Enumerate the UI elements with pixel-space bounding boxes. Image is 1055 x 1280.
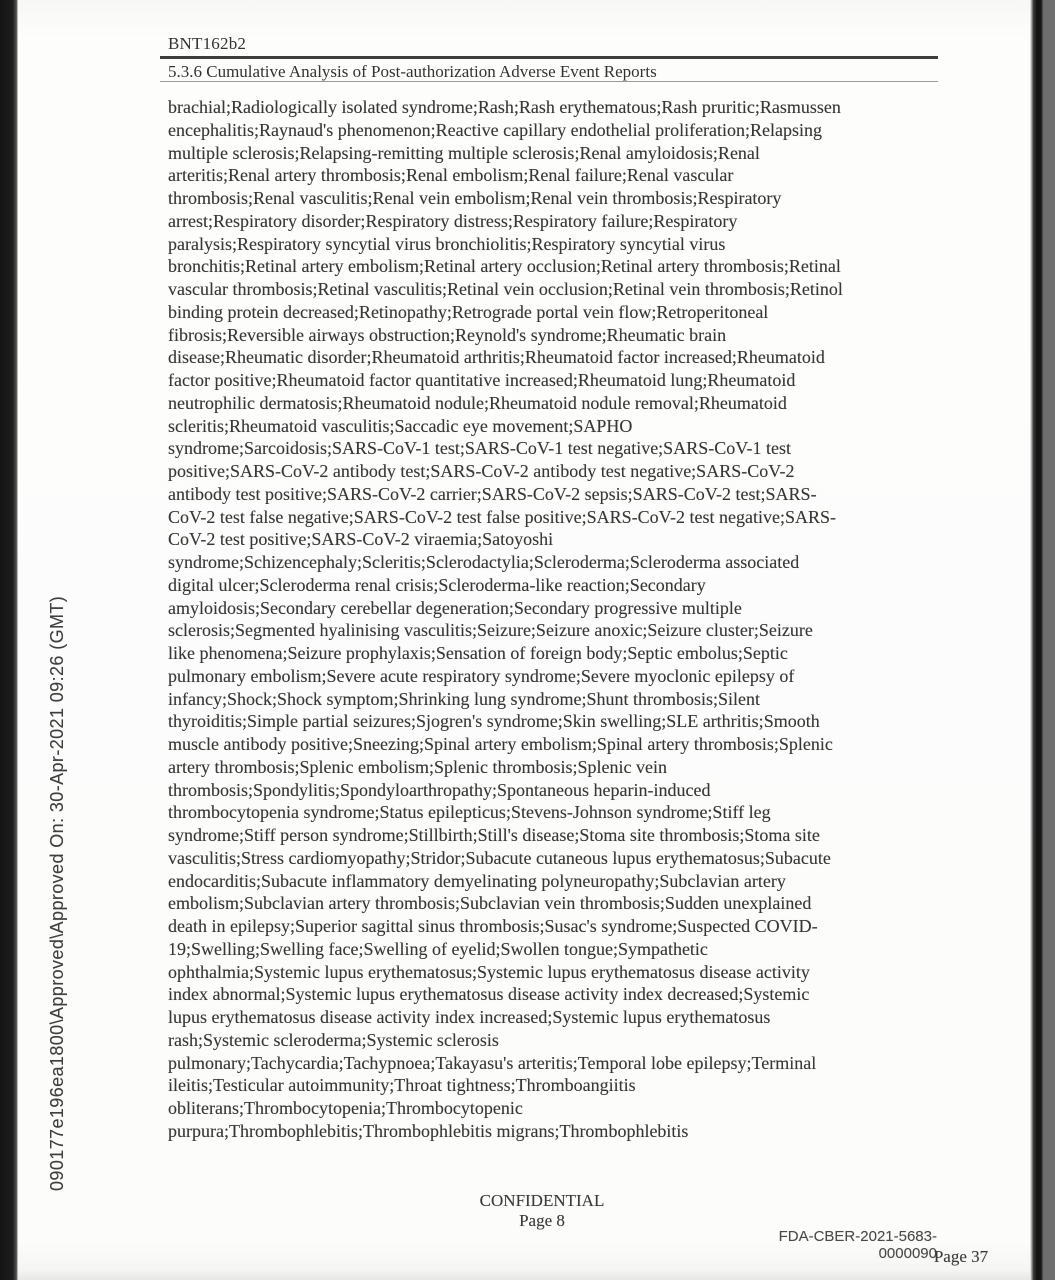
term-list-line: like phenomena;Seizure prophylaxis;Sensation of foreign body;Septic embolus;Septic <box>168 643 788 663</box>
term-list-line: paralysis;Respiratory syncytial virus bronchiolitis;Respiratory syncytial virus <box>168 233 726 254</box>
term-list-line: thrombocytopenia syndrome;Status epilepticus;Stevens-Johnson syndrome;Stiff leg <box>168 802 771 823</box>
term-list-line: disease;Rheumatic disorder;Rheumatoid arthritis;Rheumatoid factor increased;Rheumatoid <box>168 347 825 368</box>
term-list-line: syndrome;Sarcoidosis;SARS-CoV-1 test;SARS-CoV-1 test negative;SARS-CoV-1 test <box>168 438 792 459</box>
fda-document-number: FDA-CBER-2021-5683-0000090 <box>778 1228 937 1262</box>
term-list-line: sclerosis;Segmented hyalinising vasculitis;Seizure;Seizure anoxic;Seizure cluster;Seizure <box>168 620 813 641</box>
term-list-line: multiple sclerosis;Relapsing-remitting multiple sclerosis;Renal amyloidosis;Renal <box>168 142 760 163</box>
header-rule-thick <box>160 56 938 59</box>
term-list-line: brachial;Radiologically isolated syndrome;Rash;Rash erythematous;Rash pruritic;Rasmussen <box>168 97 841 117</box>
term-list-line: index abnormal;Systemic lupus erythematosus disease activity index decreased;Systemic <box>168 984 810 1005</box>
document-id: BNT162b2 <box>168 34 247 53</box>
term-list-line: syndrome;Stiff person syndrome;Stillbirth;Still's disease;Stoma site thrombosis;Stoma site <box>168 825 820 845</box>
term-list-line: amyloidosis;Secondary cerebellar degeneration;Secondary progressive multiple <box>168 597 742 618</box>
term-list-line: muscle antibody positive;Sneezing;Spinal artery embolism;Spinal artery thrombosis;Splenic <box>168 734 833 754</box>
term-list-line: endocarditis;Subacute inflammatory demyelinating polyneuropathy;Subclavian artery <box>168 870 786 891</box>
term-list-line: pulmonary;Tachycardia;Tachypnoea;Takayasu's arteritis;Temporal lobe epilepsy;Terminal <box>168 1052 817 1073</box>
term-list-line: vascular thrombosis;Retinal vasculitis;Retinal vein occlusion;Retinal vein thrombosis;Retinol <box>168 279 843 299</box>
term-list-line: vasculitis;Stress cardiomyopathy;Stridor;Subacute cutaneous lupus erythematosus;Subacute <box>168 847 831 868</box>
term-list-line: syndrome;Schizencephaly;Scleritis;Sclerodactylia;Scleroderma;Scleroderma associated <box>168 552 800 572</box>
scan-edge-right <box>1030 0 1055 1280</box>
term-list-line: lupus erythematosus disease activity index increased;Systemic lupus erythematosus <box>168 1007 771 1027</box>
term-list-line: embolism;Subclavian artery thrombosis;Subclavian vein thrombosis;Sudden unexplained <box>168 893 812 914</box>
section-title: 5.3.6 Cumulative Analysis of Post-authorization Adverse Event Reports <box>168 62 657 81</box>
term-list-line: neutrophilic dermatosis;Rheumatoid nodule;Rheumatoid nodule removal;Rheumatoid <box>168 392 787 413</box>
header-rule-thin <box>160 81 938 82</box>
term-list-line: artery thrombosis;Splenic embolism;Splenic thrombosis;Splenic vein <box>168 756 667 777</box>
term-list-line: digital ulcer;Scleroderma renal crisis;Scleroderma-like reaction;Secondary <box>168 574 706 595</box>
term-list-line: scleritis;Rheumatoid vasculitis;Saccadic eye movement;SAPHO <box>168 415 633 436</box>
term-list-line: rash;Systemic scleroderma;Systemic sclerosis <box>168 1029 499 1050</box>
page-number-label: Page 8 <box>519 1211 565 1230</box>
term-list-line: encephalitis;Raynaud's phenomenon;Reactive capillary endothelial proliferation;Relapsing <box>168 119 823 140</box>
term-list-line: bronchitis;Retinal artery embolism;Retinal artery occlusion;Retinal artery thrombosis;Retinal <box>168 256 841 277</box>
term-list-line: CoV-2 test positive;SARS-CoV-2 viraemia;Satoyoshi <box>168 529 554 550</box>
footer-center <box>156 1191 928 1231</box>
term-list-line: thrombosis;Spondylitis;Spondyloarthropathy;Spontaneous heparin-induced <box>168 779 711 800</box>
term-list-line: pulmonary embolism;Severe acute respiratory syndrome;Severe myoclonic epilepsy of <box>168 665 795 686</box>
confidential-label: CONFIDENTIAL <box>479 1191 605 1210</box>
term-list-line: thyroiditis;Simple partial seizures;Sjogren's syndrome;Skin swelling;SLE arthritis;Smooth <box>168 711 820 732</box>
term-list-line: antibody test positive;SARS-CoV-2 carrier;SARS-CoV-2 sepsis;SARS-CoV-2 test;SARS- <box>168 483 817 504</box>
term-list-line: obliterans;Thrombocytopenia;Thrombocytopenic <box>168 1098 523 1118</box>
term-list-line: infancy;Shock;Shock symptom;Shrinking lung syndrome;Shunt thrombosis;Silent <box>168 688 761 709</box>
term-list-line: positive;SARS-CoV-2 antibody test;SARS-CoV-2 antibody test negative;SARS-CoV-2 <box>168 461 795 481</box>
term-list-line: death in epilepsy;Superior sagittal sinus thrombosis;Susac's syndrome;Suspected COVID- <box>168 916 818 936</box>
term-list-line: ileitis;Testicular autoimmunity;Throat tightness;Thromboangiitis <box>168 1075 636 1096</box>
term-list-line: factor positive;Rheumatoid factor quantitative increased;Rheumatoid lung;Rheumatoid <box>168 370 796 390</box>
term-list-line: 19;Swelling;Swelling face;Swelling of eyelid;Swollen tongue;Sympathetic <box>168 938 708 959</box>
scan-edge-left <box>0 0 18 1280</box>
term-list-line: arrest;Respiratory disorder;Respiratory distress;Respiratory failure;Respiratory <box>168 210 738 231</box>
term-list-line: thrombosis;Renal vasculitis;Renal vein embolism;Renal vein thrombosis;Respiratory <box>168 188 782 208</box>
term-list-line: arteritis;Renal artery thrombosis;Renal embolism;Renal failure;Renal vascular <box>168 165 734 186</box>
adverse-event-term-list <box>168 96 958 1143</box>
scan-edge-bottom <box>18 1270 1030 1280</box>
approval-stamp-vertical: 090177e196ea1800\Approved\Approved On: 30-Apr-2021 09:26 (GMT) <box>47 595 67 1191</box>
term-list-line: binding protein decreased;Retinopathy;Retrograde portal vein flow;Retroperitoneal <box>168 301 769 322</box>
term-list-line: purpura;Thrombophlebitis;Thrombophlebitis migrans;Thrombophlebitis <box>168 1120 689 1141</box>
outer-page-number: Page 37 <box>933 1247 989 1266</box>
term-list-line: fibrosis;Reversible airways obstruction;Reynold's syndrome;Rheumatic brain <box>168 324 727 345</box>
term-list-line: CoV-2 test false negative;SARS-CoV-2 test false positive;SARS-CoV-2 test negative;SARS- <box>168 506 836 527</box>
term-list-line: ophthalmia;Systemic lupus erythematosus;Systemic lupus erythematosus disease activity <box>168 961 810 982</box>
